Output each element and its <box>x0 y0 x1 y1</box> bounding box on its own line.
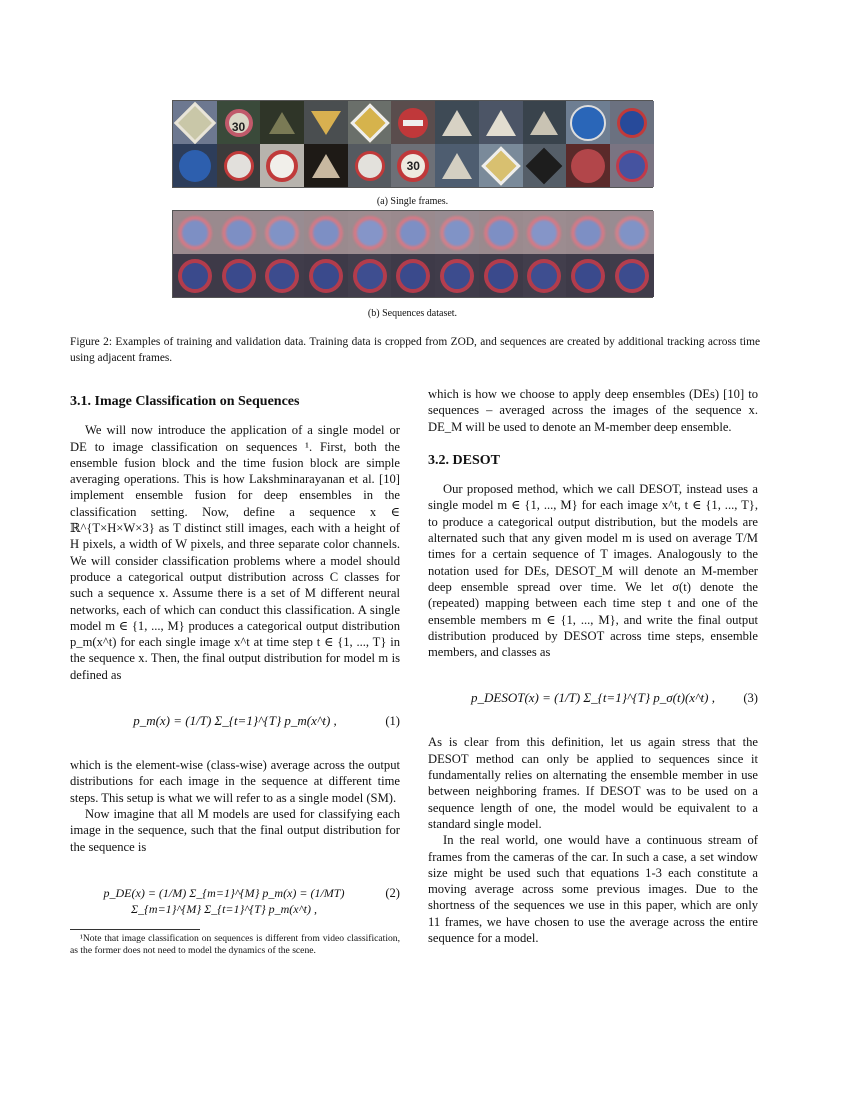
sign-tile <box>304 144 348 187</box>
sign-tile <box>523 101 567 144</box>
equation-3 <box>428 682 758 712</box>
sign-tile <box>304 254 348 297</box>
equation-body: p_m(x) = (1/T) Σ_{t=1}^{T} p_m(x^t) , <box>133 713 337 729</box>
sign-tile <box>435 144 479 187</box>
sign-tile <box>610 144 654 187</box>
sign-tile <box>523 254 567 297</box>
paragraph: which is the element-wise (class-wise) average across the output distributions for each image in the sequence at different time steps. This setup is what we will refer to as a single model (SM). <box>70 758 400 805</box>
figure-caption: Figure 2: Examples of training and validation data. Training data is cropped from ZOD, and sequences are created by additional tracking across time using adjacent frames. <box>70 336 760 364</box>
sign-tile <box>566 254 610 297</box>
paragraph: In the real world, one would have a continuous stream of frames from the cameras of the car. In such a case, a set window size might be used such that equations 1-3 each constitute a moving average across some previous images. Due to the shortness of the sequences we use in this paper, which are only 11 frames, we have chosen to use the average across the entire sequence for a model. <box>428 833 758 946</box>
sign-tile <box>391 254 435 297</box>
sign-tile <box>348 101 392 144</box>
sign-tile <box>610 254 654 297</box>
sign-tile <box>217 144 261 187</box>
figure-sequences <box>172 210 653 298</box>
sign-tile <box>173 144 217 187</box>
equation-body: p_DESOT(x) = (1/T) Σ_{t=1}^{T} p_σ(t)(x^t) , <box>471 690 715 706</box>
equation-number: (2) <box>385 885 400 900</box>
sign-tile <box>304 101 348 144</box>
sign-tile <box>566 144 610 187</box>
sign-tile <box>523 211 567 254</box>
sign-tile <box>217 211 261 254</box>
sign-tile <box>260 144 304 187</box>
paragraph: As is clear from this definition, let us again stress that the DESOT method can only be applied to sequences since it fundamentally relies on alternating the ensemble member in use between neighboring frames. If DESOT was to be used on a sequence length of one, the model would be equivalent to a standard single model. <box>428 735 758 831</box>
equation-number: (1) <box>385 714 400 729</box>
sign-tile <box>435 254 479 297</box>
paragraph: Now imagine that all M models are used for classifying each image in the sequence, such that the final output distribution for the sequence is <box>70 806 400 854</box>
paragraph: which is how we choose to apply deep ensembles (DEs) [10] to sequences – averaged across the images of the sequence x. DE_M will be used to denote an M-member deep ensemble. <box>428 387 758 434</box>
sign-tile <box>173 101 217 144</box>
sign-tile <box>566 101 610 144</box>
sign-tile <box>523 144 567 187</box>
sign-tile <box>260 101 304 144</box>
equation-2 <box>70 877 400 917</box>
sign-tile: 30 <box>217 101 261 144</box>
equation-body: p_DE(x) = (1/M) Σ_{m=1}^{M} p_m(x) = (1/MT) Σ_{m=1}^{M} Σ_{t=1}^{T} p_m(x^t) , <box>103 885 345 917</box>
left-column <box>70 394 400 957</box>
footnote-rule <box>70 929 200 930</box>
sign-tile <box>304 211 348 254</box>
subcaption-b: (b) Sequences dataset. <box>367 308 458 319</box>
sign-tile <box>479 254 523 297</box>
sign-tile: 30 <box>391 144 435 187</box>
sign-tile <box>479 101 523 144</box>
sign-tile <box>348 144 392 187</box>
sign-tile <box>566 211 610 254</box>
sign-tile <box>435 101 479 144</box>
paragraph: We will now introduce the application of a single model or DE to image classification on sequences ¹. First, both the ensemble fusion block and the time fusion block are simple averaging operations. This is how Lakshminarayanan et al. [10] implement ensemble fusion for deep ensembles in the classification setting. Now, define a sequence x ∈ ℝ^{T×H×W×3} as T distinct still images, each with a height of H pixels, a width of W pixels, and three separate color channels. We will consider classification problems where a model should produce a categorical output distribution across C classes for such a sequence x. Assume there is a set of M different neural networks, each of which can conduct this classification. A single model m ∈ {1, ..., M} produces a categorical output distribution p_m(x^t) for each single image x^t at time step t ∈ {1, ..., T} in the sequence x. Then, the final output distribution for model m is defined as <box>70 423 400 682</box>
single-frames-grid <box>172 100 653 188</box>
section-heading: 3.2. DESOT <box>428 452 500 468</box>
sign-tile <box>479 211 523 254</box>
sign-tile <box>348 254 392 297</box>
sign-tile <box>173 211 217 254</box>
subcaption-a: (a) Single frames. <box>376 196 449 207</box>
sign-tile <box>173 254 217 297</box>
sign-tile <box>391 101 435 144</box>
sign-tile <box>479 144 523 187</box>
section-heading: 3.1. Image Classification on Sequences <box>70 394 300 409</box>
paragraph: Our proposed method, which we call DESOT, instead uses a single model m ∈ {1, ..., M} for each image x^t, t ∈ {1, ..., T}, to produce a categorical output distribution, but the models are alternated such that any given model m is used on average T/M times for a certain sequence of T images. Analogously to the notation used for DEs, DESOT_M will denote an M-member deep ensemble spread over time. We let σ(t) denote the (repeated) mapping between each time step t and one of the ensemble members m ∈ {1, ..., M}, and write the final output distribution produced by DESOT across time steps, ensemble members, and classes as <box>428 482 758 660</box>
sign-tile <box>348 211 392 254</box>
sign-tile <box>217 254 261 297</box>
sign-tile <box>260 211 304 254</box>
sign-tile <box>260 254 304 297</box>
sign-tile <box>610 211 654 254</box>
sequences-grid <box>172 210 653 298</box>
footnote: ¹Note that image classification on sequences is different from video classification, as the former does not need to model the dynamics of the scene. <box>70 932 400 956</box>
equation-number: (3) <box>743 691 758 706</box>
sign-tile <box>391 211 435 254</box>
right-column <box>428 386 758 946</box>
sign-tile <box>610 101 654 144</box>
figure-single-frames <box>172 100 653 188</box>
equation-1 <box>70 705 400 735</box>
sign-tile <box>435 211 479 254</box>
